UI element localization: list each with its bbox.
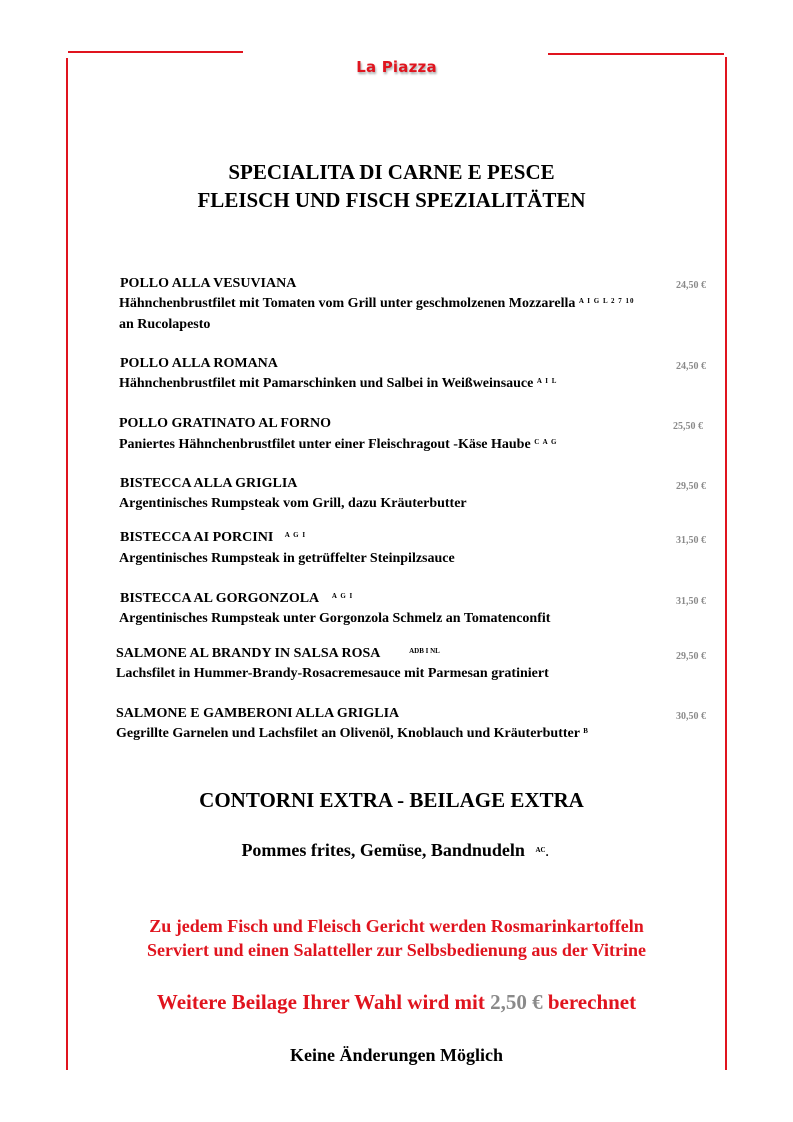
menu-item-price: 29,50 € (676, 481, 706, 492)
menu-item-description: Hähnchenbrustfilet mit Pamarschinken und Salbei in Weißweinsauce $^{A I L}$ (119, 376, 558, 391)
menu-item-name: SALMONE E GAMBERONI ALLA GRIGLIA (116, 706, 400, 721)
note-line1: Zu jedem Fisch und Fleisch Gericht werden Rosmarinkartoffeln (149, 916, 644, 936)
extra-side-price-note: Weitere Beilage Ihrer Wahl wird mit 2,50 € berechnet (156, 990, 637, 1014)
allergen-codes: AC (535, 846, 546, 854)
section-title-line1: SPECIALITA DI CARNE E PESCE (228, 160, 555, 184)
footer-no-changes: Keine Änderungen Möglich (289, 1045, 503, 1065)
allergen-codes: A G I (284, 531, 307, 539)
menu-item-name: POLLO ALLA VESUVIANA (120, 276, 297, 291)
allergen-codes: C A G (534, 438, 558, 446)
menu-item-name: POLLO ALLA ROMANA (120, 356, 278, 371)
sides-list: Pommes frites, Gemüse, Bandnudeln $^{AC}$. (241, 840, 549, 860)
extra-side-price: 2,50 € (490, 990, 543, 1014)
allergen-codes: A I L (536, 377, 558, 385)
allergen-codes: A G I (331, 592, 354, 600)
menu-item-description-continued: an Rucolapesto (119, 317, 211, 332)
section-title-line2: FLEISCH UND FISCH SPEZIALITÄTEN (197, 188, 586, 212)
menu-item-price: 24,50 € (676, 280, 706, 291)
menu-item-description: Argentinisches Rumpsteak vom Grill, dazu Kräuterbutter (119, 496, 467, 511)
menu-item-name: BISTECCA ALLA GRIGLIA (120, 476, 298, 491)
allergen-codes: ADB I NL (409, 647, 440, 655)
allergen-codes: A I G L 2 7 10 (578, 297, 635, 305)
menu-item-name: SALMONE AL BRANDY IN SALSA ROSA $^{ADB I NL}$ (116, 646, 440, 661)
menu-item-name: BISTECCA AL GORGONZOLA $^{A G I}$ (120, 591, 354, 606)
menu-item-price: 30,50 € (676, 711, 706, 722)
menu-item-price: 31,50 € (676, 535, 706, 546)
menu-item-description: Hähnchenbrustfilet mit Tomaten vom Grill unter geschmolzenen Mozzarella $^{A I G L 2 7 10}$ (119, 296, 635, 311)
menu-item-price: 24,50 € (676, 361, 706, 372)
menu-item-description: Paniertes Hähnchenbrustfilet unter einer Fleischragout -Käse Haube $^{C A G}$ (119, 437, 558, 452)
menu-item-price: 25,50 € (673, 421, 703, 432)
menu-item-price: 29,50 € (676, 651, 706, 662)
frame-top-right-line (548, 53, 724, 55)
logo: La Piazza (356, 58, 437, 76)
menu-item-description: Lachsfilet in Hummer-Brandy-Rosacremesauce mit Parmesan gratiniert (116, 666, 549, 681)
menu-item-name: POLLO GRATINATO AL FORNO (119, 416, 331, 431)
menu-item-name: BISTECCA AI PORCINI $^{A G I}$ (120, 530, 307, 545)
menu-item-description: Gegrillte Garnelen und Lachsfilet an Olivenöl, Knoblauch und Kräuterbutter $^B$ (116, 726, 589, 741)
menu-item-price: 31,50 € (676, 596, 706, 607)
contorni-title: CONTORNI EXTRA - BEILAGE EXTRA (199, 788, 584, 812)
note-line2: Serviert und einen Salatteller zur Selbsbedienung aus der Vitrine (146, 940, 647, 960)
frame-top-left-line (68, 51, 243, 53)
menu-item-description: Argentinisches Rumpsteak in getrüffelter Steinpilzsauce (119, 551, 455, 566)
allergen-codes: B (583, 727, 589, 735)
menu-item-description: Argentinisches Rumpsteak unter Gorgonzola Schmelz an Tomatenconfit (119, 611, 551, 626)
